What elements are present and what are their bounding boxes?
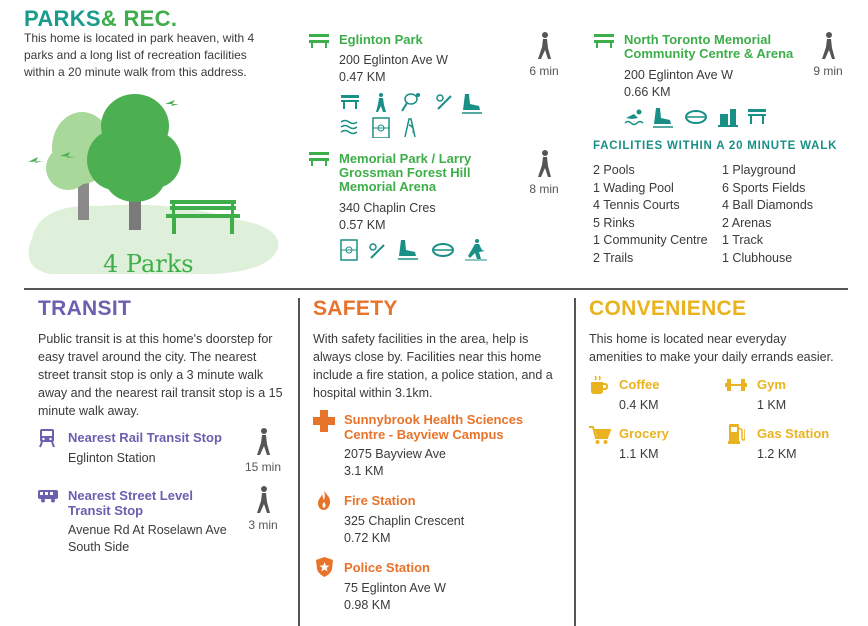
hospital-distance: 3.1 KM	[344, 464, 384, 478]
facility-item: 6 Sports Fields	[722, 180, 806, 195]
walk-time-label: 9 min	[813, 64, 843, 78]
street-stop-value	[68, 522, 227, 556]
skate-icon	[654, 108, 671, 124]
park-name	[624, 33, 793, 61]
parks-title-rest: & REC.	[100, 6, 178, 31]
street-stop-value-line: South Side	[68, 540, 130, 554]
facilities-right-list	[722, 162, 813, 268]
transit-intro-line: Public transit is at this home's doorstep for	[38, 332, 273, 346]
park-amenity-icons	[339, 238, 489, 267]
facility-item: 1 Community Centre	[593, 233, 708, 248]
amenity-icons-row	[339, 238, 489, 262]
parks-intro-line: within a 20 minute walk from this address.	[24, 65, 247, 79]
fire-station-distance: 0.72 KM	[344, 531, 391, 545]
safety-intro-line: With safety facilities in the area, help is	[313, 332, 529, 346]
convenience-intro-line: amenities to make your daily errands easier.	[589, 350, 834, 364]
safety-title: SAFETY	[313, 297, 398, 320]
transit-intro-line: street transit stop is only a 3 minute walk	[38, 368, 264, 382]
hospital-cross-icon	[313, 410, 335, 432]
hospital-name	[344, 412, 523, 442]
facility-item: 4 Ball Diamonds	[722, 198, 814, 213]
park-distance: 0.47 KM	[339, 70, 386, 84]
gas-station-label: Gas Station	[757, 426, 830, 441]
baseball-icon	[438, 96, 451, 109]
walk-time-label: 6 min	[529, 64, 559, 78]
bus-icon	[38, 489, 58, 503]
safety-intro-line: hospital within 3.1km.	[313, 386, 433, 400]
transit-intro	[38, 330, 288, 420]
fire-icon	[317, 490, 331, 510]
park-bench-icon	[309, 152, 329, 166]
facility-item: 2 Arenas	[722, 215, 772, 230]
park-name-line: Grossman Forest Hill	[339, 165, 471, 180]
grocery-cart-icon	[589, 425, 611, 445]
playground-icon	[379, 93, 383, 97]
park-name: Eglinton Park	[339, 32, 423, 47]
gas-pump-icon	[728, 423, 745, 444]
coffee-distance: 0.4 KM	[619, 398, 659, 412]
safety-intro-line: include a fire station, a police station, and a	[313, 368, 553, 382]
fire-station-name: Fire Station	[344, 493, 416, 508]
park-bench-icon	[309, 34, 329, 48]
park-amenity-icons	[624, 106, 774, 133]
gym-label: Gym	[757, 377, 786, 392]
parks-title-main: PARKS	[24, 6, 101, 31]
street-stop-label	[68, 488, 193, 518]
walking-person-icon	[536, 150, 552, 178]
gas-station-distance: 1.2 KM	[757, 447, 797, 461]
parks-count: 4 Parks	[103, 250, 194, 278]
grocery-distance: 1.1 KM	[619, 447, 659, 461]
police-station-name: Police Station	[344, 560, 430, 575]
walk-time-label: 3 min	[248, 518, 278, 532]
amenity-icons-row	[339, 92, 489, 138]
park-name	[339, 152, 471, 194]
convenience-intro	[589, 330, 854, 366]
hospital-name-line: Sunnybrook Health Sciences	[344, 412, 524, 427]
park-distance: 0.66 KM	[624, 85, 671, 99]
parks-intro-line: parks and a long list of recreation facilities	[24, 48, 247, 62]
transit-title: TRANSIT	[38, 297, 132, 320]
parks-intro	[24, 30, 284, 81]
street-walk-time	[243, 486, 283, 532]
rail-stop-value: Eglinton Station	[68, 451, 156, 465]
facility-item: 1 Wading Pool	[593, 180, 674, 195]
baseball-icon	[371, 245, 384, 258]
walking-person-icon	[255, 486, 271, 514]
park-address: 200 Eglinton Ave W	[339, 53, 448, 67]
police-station-address: 75 Eglinton Ave W	[344, 581, 446, 595]
facility-item: 5 Rinks	[593, 215, 635, 230]
train-icon	[39, 428, 55, 448]
dumbbell-icon	[725, 378, 747, 392]
walking-person-icon	[820, 32, 836, 60]
police-badge-icon	[316, 557, 333, 577]
parks-title	[24, 6, 177, 32]
transit-intro-line: away and the nearest rail transit stop is a 15	[38, 386, 283, 400]
park-distance: 0.57 KM	[339, 218, 386, 232]
facilities-left-list	[593, 162, 708, 268]
community-centre-icon	[720, 114, 728, 126]
rail-stop-label: Nearest Rail Transit Stop	[68, 430, 222, 445]
park-amenity-icons	[339, 92, 489, 143]
facility-item: 2 Trails	[593, 250, 634, 265]
transit-intro-line: easy travel around the city. The nearest	[38, 350, 257, 364]
bench-icon	[748, 109, 766, 112]
park-name-line: Memorial Park / Larry	[339, 151, 472, 166]
track-icon	[475, 239, 479, 243]
facility-item: 1 Playground	[722, 163, 796, 177]
coffee-cup-icon	[590, 376, 608, 395]
safety-intro-line: always close by. Facilities near this home	[313, 350, 542, 364]
police-station-distance: 0.98 KM	[344, 598, 391, 612]
swimming-icon	[637, 110, 642, 115]
park-address: 200 Eglinton Ave W	[624, 68, 733, 82]
convenience-intro-line: This home is located near everyday	[589, 332, 787, 346]
gym-distance: 1 KM	[757, 398, 787, 412]
amenity-icons-row	[624, 106, 774, 128]
walk-time-label: 8 min	[529, 182, 559, 196]
convenience-title: CONVENIENCE	[589, 297, 747, 320]
park-address: 340 Chaplin Cres	[339, 201, 436, 215]
park-name-line: Memorial Arena	[339, 179, 437, 194]
park-walk-time	[808, 32, 848, 78]
walk-time-label: 15 min	[244, 460, 282, 474]
tennis-icon	[405, 94, 417, 104]
facility-item: 4 Tennis Courts	[593, 198, 680, 213]
safety-intro	[313, 330, 568, 402]
street-stop-value-line: Avenue Rd At Roselawn Ave	[68, 523, 227, 537]
facilities-title: FACILITIES WITHIN A 20 MINUTE WALK	[593, 140, 838, 152]
skate-icon	[463, 94, 480, 110]
park-walk-time	[524, 32, 564, 78]
park-walk-time	[524, 150, 564, 196]
column-divider	[574, 298, 576, 626]
facility-item: 2 Pools	[593, 163, 635, 177]
grocery-label: Grocery	[619, 426, 669, 441]
street-stop-label-line: Transit Stop	[68, 503, 144, 518]
park-name-line: North Toronto Memorial	[624, 32, 772, 47]
transit-intro-line: minute walk away.	[38, 404, 140, 418]
bench-icon	[341, 95, 359, 98]
pool-icon	[341, 121, 357, 134]
skate-icon	[399, 240, 416, 256]
fire-station-address: 325 Chaplin Crescent	[344, 514, 465, 528]
hospital-address: 2075 Bayview Ave	[344, 447, 446, 461]
walking-person-icon	[536, 32, 552, 60]
hospital-name-line: Centre - Bayview Campus	[344, 427, 504, 442]
park-bench-icon	[594, 34, 614, 48]
facility-item: 1 Track	[722, 233, 763, 248]
rail-walk-time	[243, 428, 283, 474]
coffee-label: Coffee	[619, 377, 660, 392]
walking-person-icon	[255, 428, 271, 456]
park-name-line: Community Centre & Arena	[624, 46, 794, 61]
section-divider	[24, 288, 848, 290]
street-stop-label-line: Nearest Street Level	[68, 488, 194, 503]
column-divider	[298, 298, 300, 626]
facility-item: 1 Clubhouse	[722, 250, 793, 265]
parks-intro-line: This home is located in park heaven, with 4	[24, 31, 255, 45]
